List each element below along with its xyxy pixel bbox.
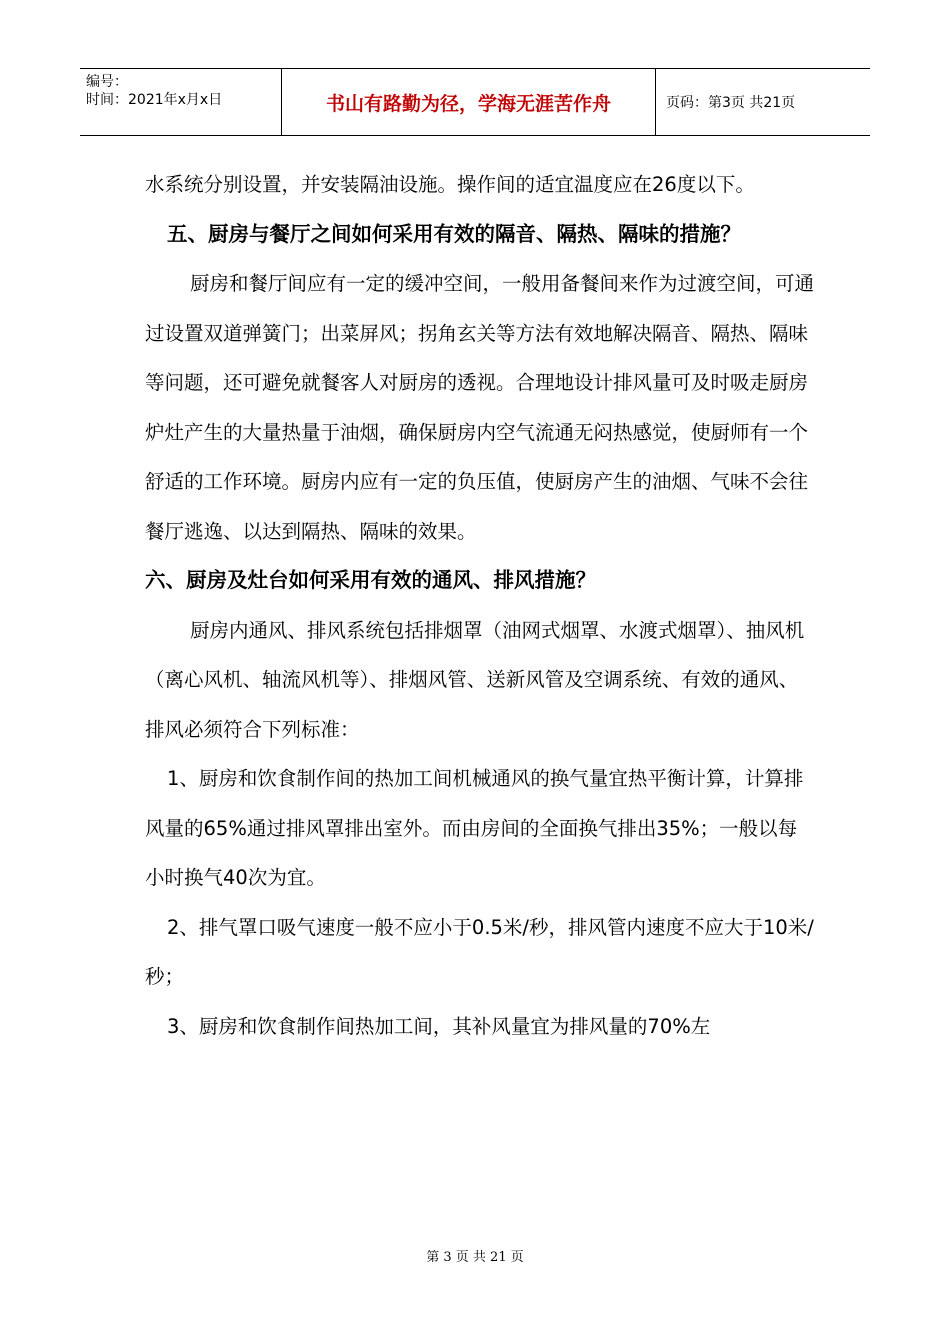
section-heading-6: 六、厨房及灶台如何采用有效的通风、排风措施？ [145, 568, 596, 592]
paragraph-section-6: 厨房内通风、排风系统包括排烟罩（油网式烟罩、水渡式烟罩）、抽风机（离心风机、轴流风机等）、排烟风管、送新风管及空调系统、有效的通风、排风必须符合下列标准： [145, 618, 805, 741]
header-page-info: 页码：第3页 共21页 [666, 95, 796, 111]
list-item-2: 2、排气罩口吸气速度一般不应小于0.5米/秒，排风管内速度不应大于10米/秒； [145, 915, 814, 988]
page-footer: 第 3 页 共 21 页 [426, 1250, 524, 1265]
header-motto: 书山有路勤为径，学海无涯苦作舟 [282, 69, 656, 135]
list-item-3: 3、厨房和饮食制作间热加工间，其补风量宜为排风量的70%左 [167, 1014, 711, 1038]
paragraph-continuation: 水系统分别设置，并安装隔油设施。操作间的适宜温度应在26度以下。 [145, 173, 755, 196]
document-number-label: 编号： [86, 74, 128, 90]
paragraph-section-5: 厨房和餐厅间应有一定的缓冲空间，一般用备餐间来作为过渡空间，可通过设置双道弹簧门；出菜屏风；拐角玄关等方法有效地解决隔音、隔热、隔味等问题，还可避免就餐客人对厨房的透视。合理地设计排风量可及时吸走厨房炉灶产生的大量热量于油烟，确保厨房内空气流通无闷热感觉，使厨师有一个舒适的工作环境。厨房内应有一定的负压值，使厨房产生的油烟、气味不会往餐厅逃逸、以达到隔热、隔味的效果。 [145, 272, 815, 543]
section-heading-5: 五、厨房与餐厅之间如何采用有效的隔音、隔热、隔味的措施？ [167, 221, 741, 246]
document-header [80, 68, 870, 136]
list-item-1: 1、厨房和饮食制作间的热加工间机械通风的换气量宜热平衡计算，计算排风量的65%通过排风罩排出室外。而由房间的全面换气排出35%；一般以每小时换气40次为宜。 [145, 767, 804, 889]
header-meta [80, 69, 282, 135]
document-date: 时间：2021年x月x日 [86, 92, 223, 108]
document-body [145, 160, 815, 1051]
